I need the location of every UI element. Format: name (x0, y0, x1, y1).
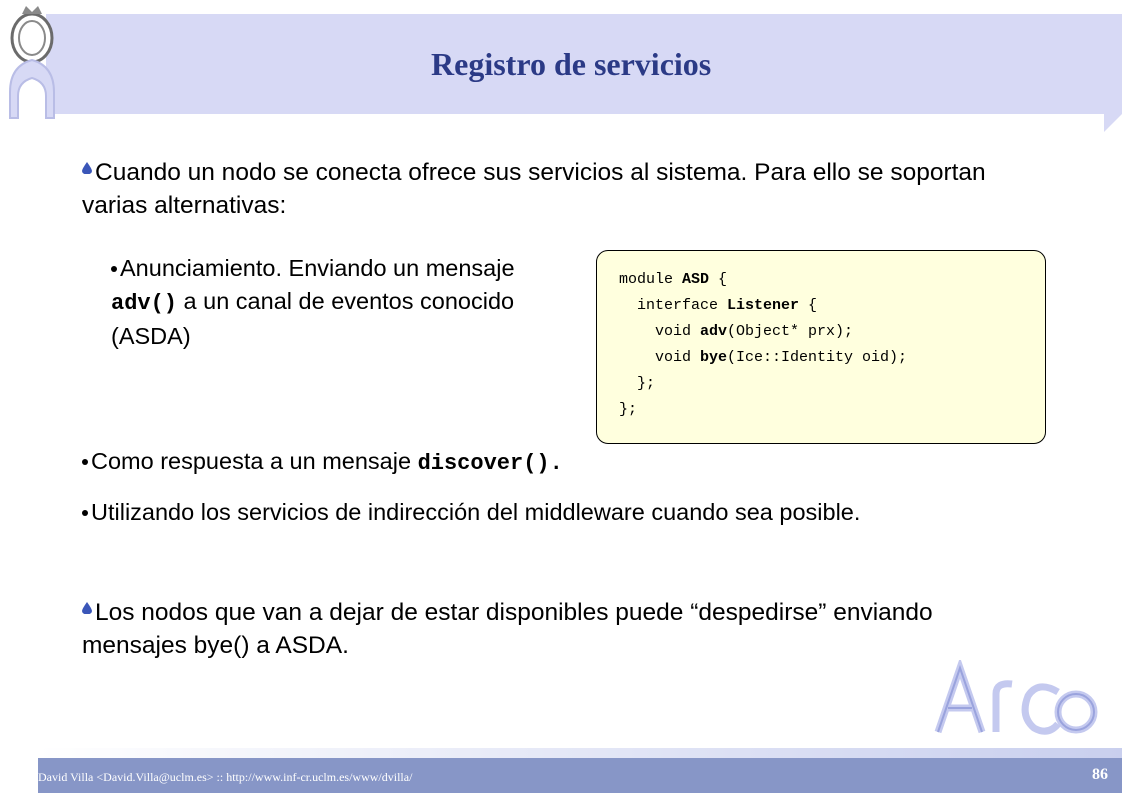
blue-drop-bullet-icon (82, 150, 92, 162)
sub1-text-post: a un canal de eventos conocido (ASDA) (111, 288, 515, 349)
sub-bullet-discover (82, 445, 1042, 480)
sub-bullet-announcement (111, 252, 551, 353)
blue-drop-bullet-icon (82, 590, 92, 602)
bullet-connection-text: Cuando un nodo se conecta ofrece sus servicios al sistema. Para ello se soportan varias alternativas: (82, 159, 986, 219)
sub1-text-pre: Anunciamiento. Enviando un mensaje (120, 255, 515, 281)
slide-title: Registro de servicios (431, 46, 712, 82)
sub1-code: adv() (111, 291, 178, 316)
sub2-code: discover(). (417, 451, 563, 476)
sub2-text-pre: Como respuesta a un mensaje (91, 448, 418, 474)
sub-bullet-middleware (82, 496, 1042, 529)
dot-bullet-icon (82, 510, 88, 516)
title-bar-fold (1104, 114, 1122, 132)
bullet-farewell-text: Los nodos que van a dejar de estar disponibles puede “despedirse” enviando mensajes bye() a ASDA. (82, 599, 933, 659)
sub3-text: Utilizando los servicios de indirección del middleware cuando sea posible. (91, 499, 861, 525)
arco-logo (930, 660, 1105, 738)
bullet-connection (82, 150, 1042, 222)
dot-bullet-icon (111, 266, 117, 272)
footer-author-text: David Villa <David.Villa@uclm.es> :: http://www.inf-cr.uclm.es/www/dvilla/ (38, 770, 413, 784)
page-number: 86 (1092, 766, 1108, 783)
idl-code-block: module ASD { interface Listener { void adv(Object* prx); void bye(Ice::Identity oid); }; }; (596, 250, 1046, 444)
dot-bullet-icon (82, 459, 88, 465)
bullet-farewell (82, 590, 1042, 662)
